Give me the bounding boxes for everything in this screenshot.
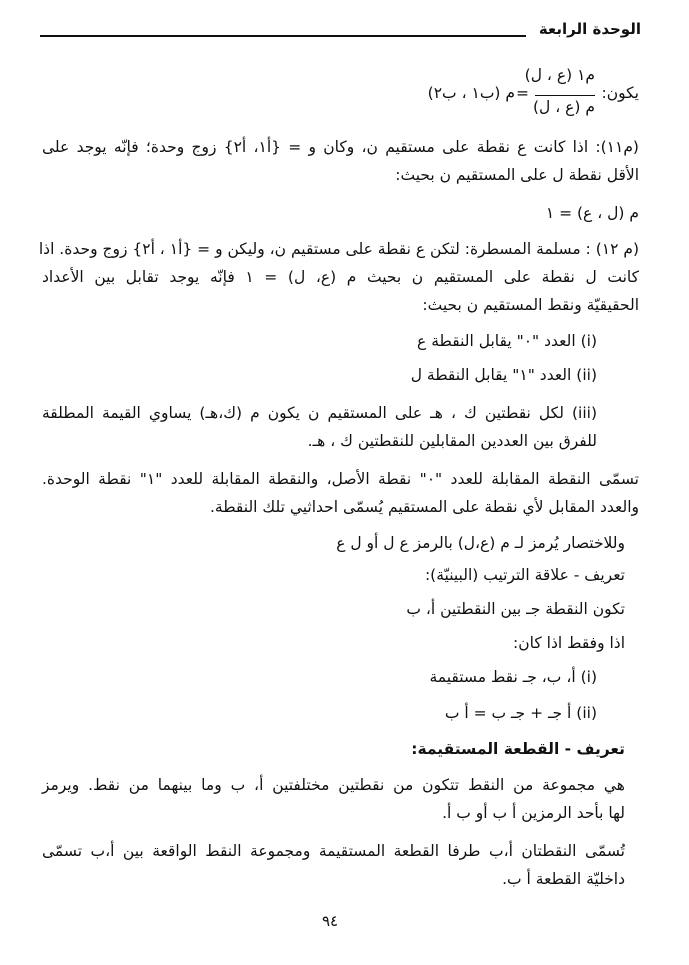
fraction-bar — [535, 95, 595, 96]
definition-betweenness-item-ii: (ii) أ جـ + جـ ب = أ ب — [444, 704, 597, 722]
page-number: ٩٤ — [321, 912, 339, 930]
formula-equals: = — [516, 84, 529, 102]
axiom-11-line-2: الأقل نقطة ل على المستقيم ن بحيث: — [395, 166, 639, 184]
distance-ratio-formula — [389, 66, 639, 124]
axiom-12-line-2: كانت ل نقطة على المستقيم ن بحيث م (ع، ل) = ١ فإنّه يوجد تقابل بين الأعداد — [42, 268, 639, 286]
axiom-12-line-3: الحقيقيّة ونقط المستقيم ن بحيث: — [422, 296, 639, 314]
page-header — [40, 18, 641, 42]
definition-segment-line-2: لها بأحد الرمزين أ ب أو ب أ. — [442, 804, 625, 822]
endpoints-paragraph-line-2: داخليّة القطعة أ ب. — [502, 870, 625, 888]
formula-denominator: م (ع ، ل) — [533, 98, 595, 116]
definition-betweenness-line-2: اذا وفقط اذا كان: — [513, 634, 625, 652]
formula-rhs: م (ب١ ، ب٢) — [427, 84, 515, 102]
formula-label: يكون: — [601, 84, 639, 102]
definition-betweenness-line-1: تكون النقطة جـ بين النقطتين أ، ب — [406, 600, 625, 618]
axiom-12-line-1: (م ١٢) : مسلمة المسطرة: لتكن ع نقطة على مستقيم ن، وليكن و = {أ١ ، أ٢} زوج وحدة. اذا — [38, 240, 639, 258]
naming-paragraph-line-2: والعدد المقابل لأي نقطة على المستقيم يُسمّى احداثيي تلك النقطة. — [209, 498, 639, 516]
formula-numerator: م١ (ع ، ل) — [524, 66, 595, 84]
axiom-12-item-iii-line-1: (iii) لكل نقطتين ك ، هـ على المستقيم ن يكون م (ك،هـ) يساوي القيمة المطلقة — [42, 404, 597, 422]
axiom-12-item-i: (i) العدد "٠" يقابل النقطة ع — [417, 332, 597, 350]
notation-paragraph: وللاختصار يُرمز لـ م (ع،ل) بالرمز ع ل أو ل ع — [336, 534, 625, 552]
unit-title: الوحدة الرابعة — [538, 20, 641, 38]
axiom-12-item-ii: (ii) العدد "١" يقابل النقطة ل — [410, 366, 597, 384]
axiom-11-line-1: (م١١): اذا كانت ع نقطة على مستقيم ن، وكان و = {أ١، أ٢} زوج وحدة؛ فإنّه يوجد على — [42, 138, 639, 156]
definition-segment-line-1: هي مجموعة من النقط تتكون من نقطتين مختلفتين أ، ب وما بينهما من نقط. ويرمز — [42, 776, 625, 794]
definition-betweenness-item-i: (i) أ، ب، جـ نقط مستقيمة — [429, 668, 597, 686]
axiom-12-item-iii-line-2: للفرق بين العددين المقابلين للنقطتين ك ، هـ. — [307, 432, 597, 450]
naming-paragraph-line-1: تسمّى النقطة المقابلة للعدد "٠" نقطة الأصل، والنقطة المقابلة للعدد "١" نقطة الوحدة. — [42, 470, 639, 488]
endpoints-paragraph-line-1: تُسمّى النقطتان أ،ب طرفا القطعة المستقيمة ومجموعة النقط الواقعة بين أ،ب تسمّى — [42, 842, 625, 860]
header-rule — [40, 35, 526, 37]
axiom-11-equation: م (ل ، ع) = ١ — [545, 204, 639, 222]
definition-segment-title: تعريف - القطعة المستقيمة: — [411, 740, 625, 758]
definition-betweenness-title: تعريف - علاقة الترتيب (البينيّة): — [424, 566, 625, 584]
